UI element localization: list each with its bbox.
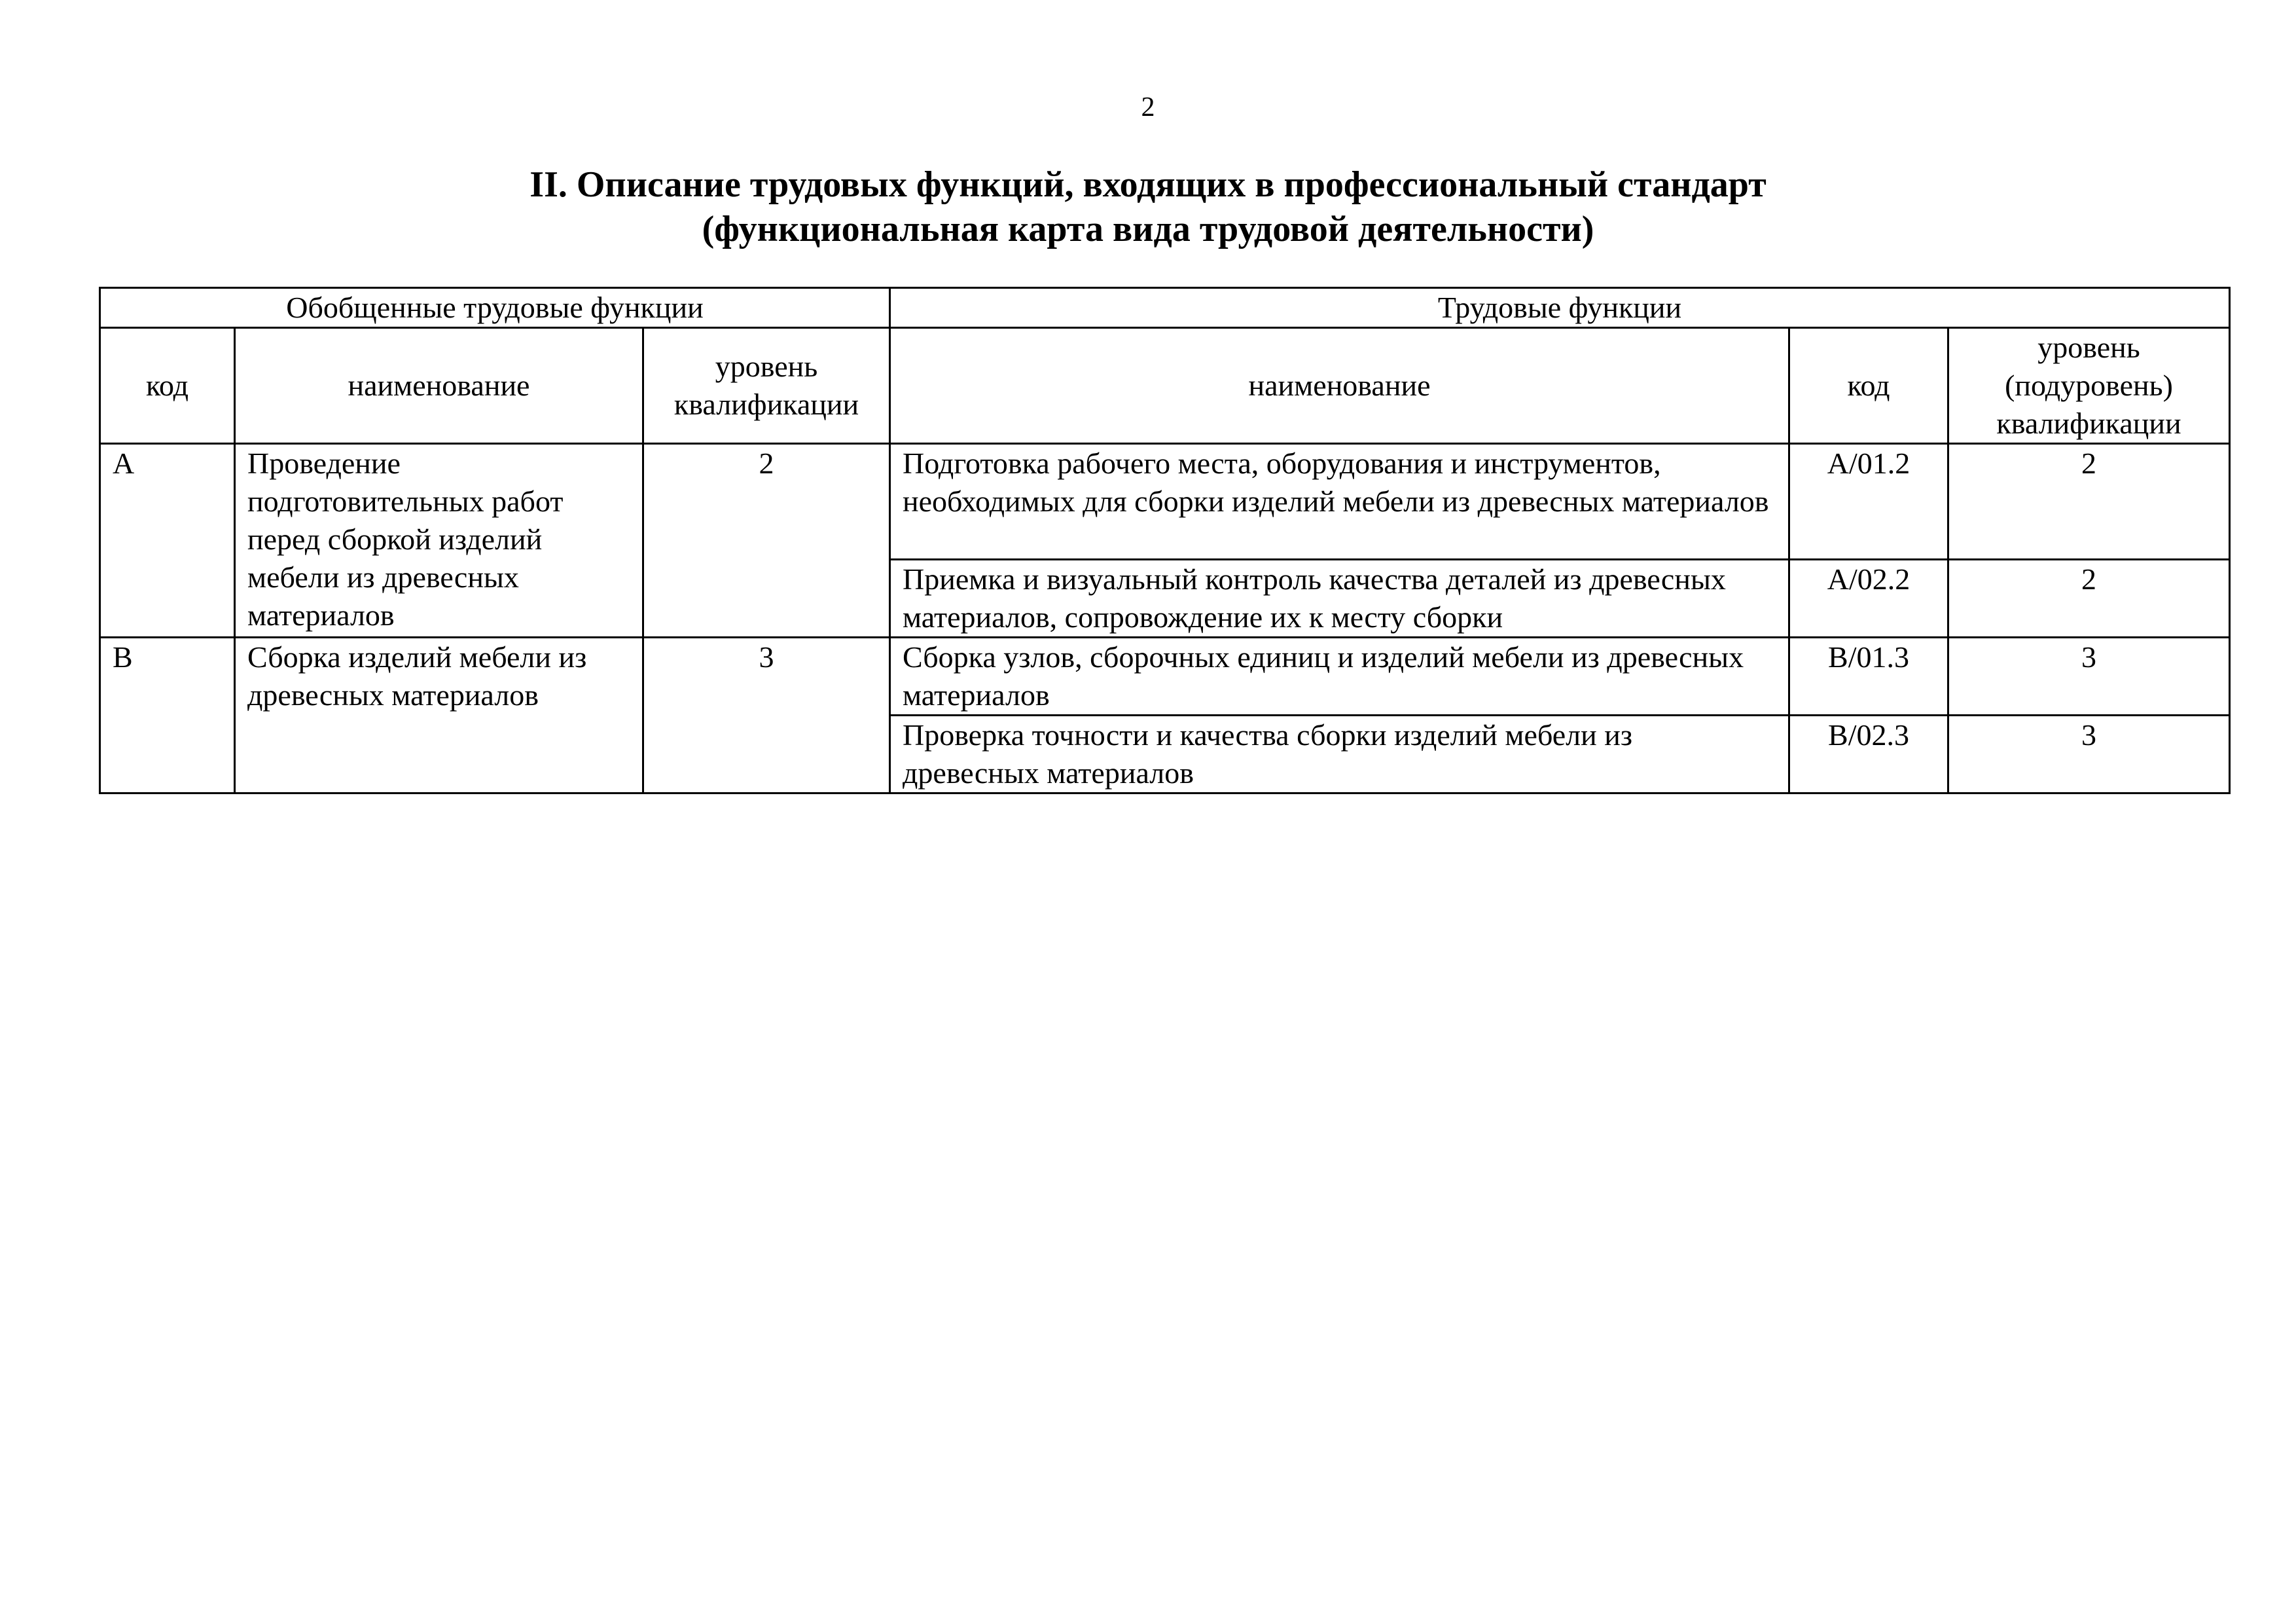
functional-map-table [99, 287, 2231, 794]
generalized-functions-header: Обобщенные трудовые функции [100, 288, 890, 328]
group-level: 2 [643, 444, 890, 638]
function-code: A/01.2 [1789, 444, 1948, 560]
function-level: 3 [1948, 716, 2230, 793]
fn-name-header: наименование [890, 328, 1789, 444]
gen-code-header: код [100, 328, 235, 444]
function-level: 2 [1948, 444, 2230, 560]
group-code: B [100, 638, 235, 793]
table-row [100, 638, 2230, 716]
section-title [0, 162, 2296, 251]
group-code: A [100, 444, 235, 638]
gen-level-header: уровень квалификации [643, 328, 890, 444]
table-row [100, 444, 2230, 560]
group-name: Проведение подготовительных работ перед сборкой изделий мебели из древесных материалов [235, 444, 643, 638]
function-name: Проверка точности и качества сборки изделий мебели из древесных материалов [890, 716, 1789, 793]
fn-level-header: уровень (подуровень) квалификации [1948, 328, 2230, 444]
group-header-row [100, 288, 2230, 328]
function-level: 3 [1948, 638, 2230, 716]
function-name: Приемка и визуальный контроль качества деталей из древесных материалов, сопровождение их к месту сборки [890, 560, 1789, 638]
function-code: B/01.3 [1789, 638, 1948, 716]
section-title-line-2: (функциональная карта вида трудовой деятельности) [702, 209, 1594, 249]
column-header-row [100, 328, 2230, 444]
section-title-line-1: II. Описание трудовых функций, входящих в профессиональный стандарт [529, 164, 1767, 205]
fn-code-header: код [1789, 328, 1948, 444]
group-level: 3 [643, 638, 890, 793]
gen-name-header: наименование [235, 328, 643, 444]
group-name: Сборка изделий мебели из древесных материалов [235, 638, 643, 793]
function-name: Сборка узлов, сборочных единиц и изделий мебели из древесных материалов [890, 638, 1789, 716]
function-code: A/02.2 [1789, 560, 1948, 638]
page-number: 2 [1141, 92, 1155, 122]
function-level: 2 [1948, 560, 2230, 638]
function-name: Подготовка рабочего места, оборудования и инструментов, необходимых для сборки изделий мебели из древесных материалов [890, 444, 1789, 560]
labor-functions-header: Трудовые функции [890, 288, 2230, 328]
function-code: B/02.3 [1789, 716, 1948, 793]
